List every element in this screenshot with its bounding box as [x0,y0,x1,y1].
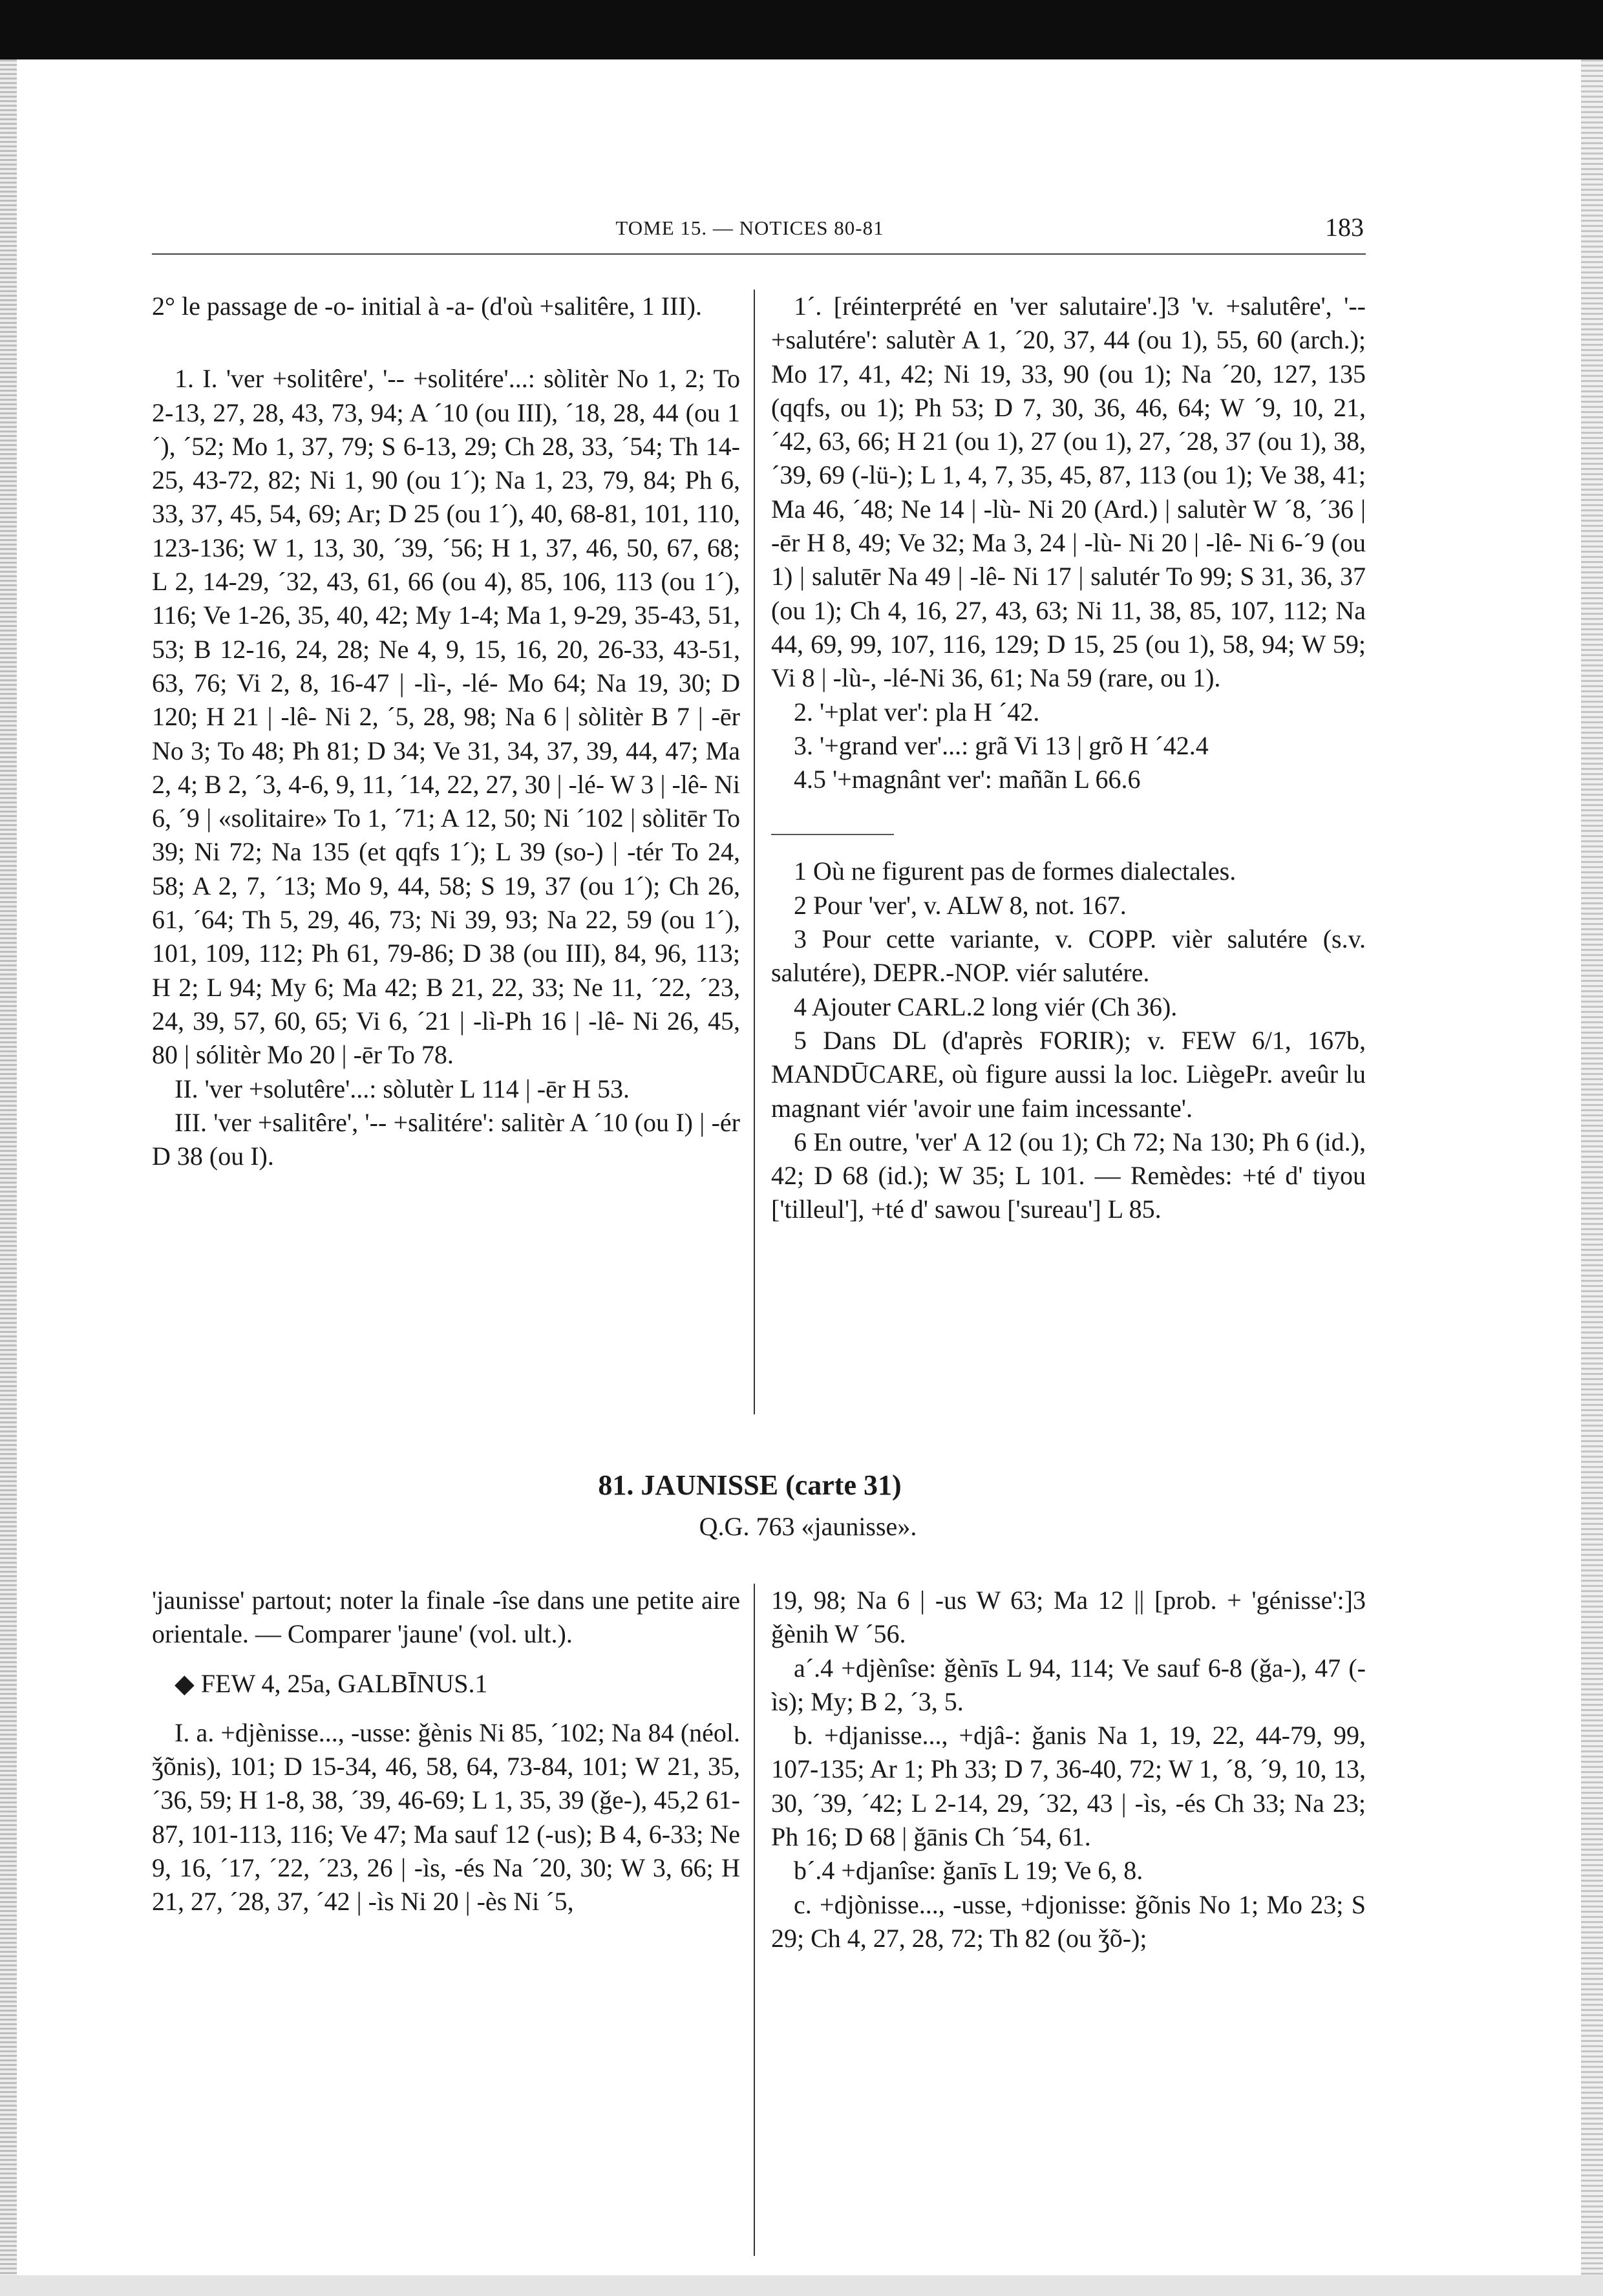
footnote: 2 Pour 'ver', v. ALW 8, not. 167. [794,890,1127,920]
notice80-right-column [771,290,1366,1227]
scan-border-top [0,0,1603,59]
paragraph: 'jaunisse' partout; noter la finale -îse dans une petite aire orientale. — Comparer 'jaune' (vol. ult.). [152,1586,740,1649]
scan-edge-right [1581,59,1603,2275]
footnote: 5 Dans DL (d'après FORIR); v. FEW 6/1, 167b, MANDŪCARE, où figure aussi la loc. LiègePr. aveûr lu magnant viér 'avoir une faim incessante'. [771,1025,1366,1123]
notice81-left-column [152,1584,740,1919]
footnote: 6 En outre, 'ver' A 12 (ou 1); Ch 72; Na 130; Ph 6 (id.), 42; D 68 (id.); W 35; L 101. — Remèdes: +té d' tiyou ['tilleul'], +té d' sawou ['sureau'] L 85. [771,1127,1366,1224]
paragraph: a´.4 +djènîse: ǧènīs L 94, 114; Ve sauf 6-8 (ǧa-), 47 (-ìs); My; B 2, ´3, 5. [771,1653,1366,1716]
scan-edge-left [0,59,17,2275]
paragraph: III. 'ver +salitêre', '-- +salitére': salitèr A ´10 (ou I) | -ér D 38 (ou I). [152,1107,740,1171]
footnote: 4 Ajouter CARL.2 long viér (Ch 36). [794,992,1178,1021]
running-head: TOME 15. — NOTICES 80-81 [615,217,884,239]
spacer [152,1652,740,1667]
footnote: 1 Où ne figurent pas de formes dialectales. [794,856,1237,886]
paragraph: c. +djònisse..., -usse, +djonisse: ǧõnis No 1; Mo 23; S 29; Ch 4, 27, 28, 72; Th 82 (ou ǯõ-); [771,1889,1366,1953]
paragraph: 3. '+grand ver'...: grã Vi 13 | grõ H ´42.4 [794,730,1209,760]
page-number: 183 [1325,213,1364,242]
paragraph: ◆ FEW 4, 25a, GALBĪNUS.1 [175,1668,488,1698]
paragraph: 1´. [réinterprété en 'ver salutaire'.]3 'v. +salutêre', '-- +salutére': salutèr A 1, ´20, 37, 44 (ou 1), 55, 60 (arch.); Mo 17, 41, 42; Ni 19, 33, 90 (ou 1); Na ´20, 127, 135 (qqfs, ou 1); Ph 53; D 7, 30, 36, 46, 64; W ´9, 10, 21, ´42, 63, 66; H 21 (ou 1), 27 (ou 1), 27, ´28, 37 (ou 1), 38, ´39, 69 (-lü-); L 1, 4, 7, 35, 45, 87, 113 (ou 1); Ve 38, 41; Ma 46, ´48; Ne 14 | -lù- Ni 20 (Ard.) | salutèr W ´8, ´36 | -ēr H 8, 49; Ve 32; Ma 3, 24 | -lù- Ni 20 | -lê- Ni 6-´9 (ou 1) | salutēr Na 49 | -lê- Ni 17 | salutér To 99; S 31, 36, 37 (ou 1); Ch 4, 16, 27, 43, 63; Ni 11, 38, 85, 107, 112; Na 44, 69, 99, 107, 116, 129; D 15, 25 (ou 1), 58, 94; W 59; Vi 8 | -lù-, -lé-Ni 36, 61; Na 59 (rare, ou 1). [771,292,1366,693]
paragraph: b. +djanisse..., +djâ-: ǧanis Na 1, 19, 22, 44-79, 99, 107-135; Ar 1; Ph 33; D 7, 36-40, 72; W 1, ´8, ´9, 10, 13, 30, ´39, ´42; L 2-14, 29, ´32, 43 | -ìs, -és Ch 33; Na 23; Ph 16; D 68 | ǧānis Ch ´54, 61. [771,1721,1366,1852]
paragraph: 1. I. 'ver +solitêre', '-- +solitére'...: sòlitèr No 1, 2; To 2-13, 27, 28, 43, 73, 94; A ´10 (ou III), ´18, 28, 44 (ou 1´), ´52; Mo 1, 37, 79; S 6-13, 29; Ch 28, 33, ´54; Th 14-25, 43-72, 82; Ni 1, 90 (ou 1´); Na 1, 23, 79, 84; Ph 6, 33, 37, 45, 54, 69; Ar; D 25 (ou 1´), 40, 68-81, 101, 110, 123-136; W 1, 13, 30, ´39, ´56; H 1, 37, 46, 50, 67, 68; L 2, 14-29, ´32, 43, 61, 66 (ou 4), 85, 106, 113 (ou 1´), 116; Ve 1-26, 35, 40, 42; My 1-4; Ma 1, 9-29, 35-43, 51, 53; B 12-16, 24, 28; Ne 4, 9, 15, 16, 20, 26-33, 43-51, 63, 76; Vi 2, 8, 16-47 | -lì-, -lé- Mo 64; Na 19, 30; D 120; H 21 | -lê- Ni 2, ´5, 28, 98; Na 6 | sòlitèr B 7 | -ēr No 3; To 48; Ph 81; D 34; Ve 31, 34, 37, 39, 44, 47; Ma 2, 4; B 2, ´3, 4-6, 9, 11, ´14, 22, 27, 30 | -lé- W 3 | -lê- Ni 6, ´9 | «solitaire» To 1, ´71; A 12, 50; Ni ´102 | sòlitēr To 39; Ni 72; Na 135 (et qqfs 1´); L 39 (so-) | -tér To 24, 58; A 2, 7, ´13; Mo 9, 44, 58; S 19, 37 (ou 1´); Ch 26, 61, ´64; Th 5, 29, 46, 73; Ni 39, 93; Na 22, 59 (ou 1´), 101, 109, 112; Ph 61, 79-86; D 38 (ou III), 84, 96, 113; H 2; L 94; My 6; Ma 42; B 21, 22, 33; Ne 11, ´22, ´23, 24, 39, 57, 60, 65; Vi 6, ´21 | -lì-Ph 16 | -lê- Ni 26, 45, 80 | sólitèr Mo 20 | -ēr To 78. [152,364,740,1070]
paragraph: II. 'ver +solutêre'...: sòlutèr L 114 | -ēr H 53. [175,1074,630,1103]
section-title: 81. JAUNISSE (carte 31) [598,1469,902,1501]
paragraph: 2. '+plat ver': pla H ´42. [794,697,1040,727]
footnote-rule [771,834,894,835]
paragraph: b´.4 +djanîse: ǧanīs L 19; Ve 6, 8. [794,1856,1143,1886]
column-divider [754,1584,755,2256]
section-subtitle: Q.G. 763 «jaunisse». [699,1512,917,1541]
notice80-left-column [152,290,740,1173]
paragraph: I. a. +djènisse..., -usse: ǧènis Ni 85, ´102; Na 84 (néol. ǯõnis), 101; D 15-34, 46, 58, 64, 73-84, 101; W 21, 35, ´36, 59; H 1-8, 38, ´39, 46-69; L 1, 35, 39 (ǧe-), 45,2 61-87, 101-113, 116; Ve 47; Ma sauf 12 (-us); B 4, 6-33; Ne 9, 16, ´17, ´22, ´23, 26 | -ìs, -és Na ´20, 30; W 3, 66; H 21, 27, ´28, 37, ´42 | -ìs Ni 20 | -ès Ni ´5, [152,1717,740,1917]
scan-border-bottom [0,2275,1603,2296]
header-rule [152,253,1366,255]
spacer [152,323,740,362]
spacer [152,1701,740,1716]
footnote: 3 Pour cette variante, v. COPP. vièr salutére (s.v. salutére), DEPR.-NOP. viér salutére. [771,924,1366,988]
notice81-right-column [771,1584,1366,1955]
paragraph: 19, 98; Na 6 | -us W 63; Ma 12 || [prob. + 'génisse':]3 ǧènih W ´56. [771,1586,1366,1649]
paragraph: 2° le passage de -o- initial à -a- (d'où +salitêre, 1 III). [152,292,702,321]
column-divider [754,290,755,1414]
paragraph: 4.5 '+magnânt ver': mañãn L 66.6 [794,765,1141,794]
